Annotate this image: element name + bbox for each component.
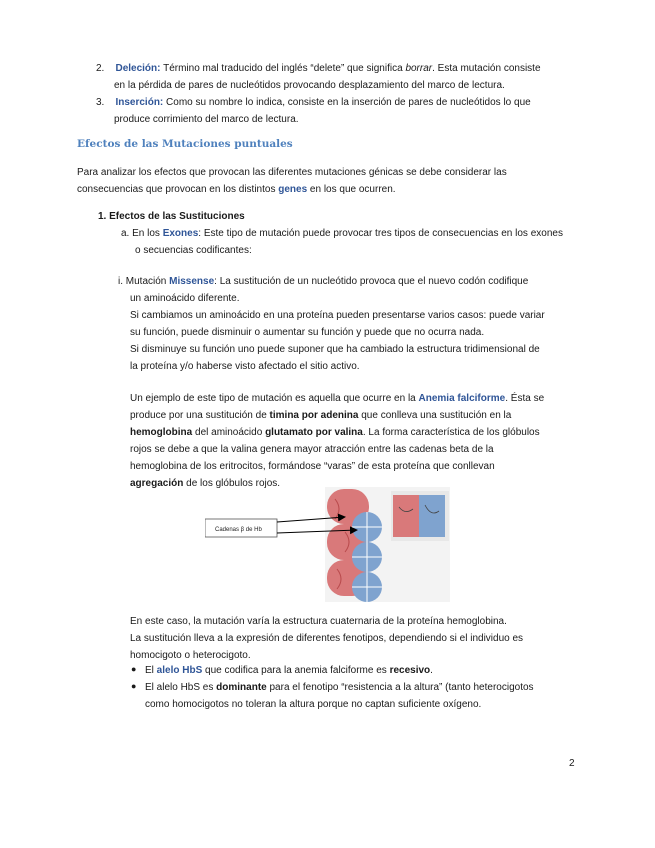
page-number: 2	[569, 758, 575, 769]
missense-line3: Si cambiamos un aminoácido en una proteína pueden presentarse varios casos: puede variar	[130, 310, 545, 321]
bold-dominante: dominante	[216, 682, 267, 693]
anemia-text: produce por una sustitución de	[130, 410, 270, 421]
intro-line2	[77, 181, 396, 198]
deletion-text-end: . Esta mutación consiste	[432, 63, 541, 74]
deletion-text: Término mal traducido del inglés “delete” que significa	[160, 63, 406, 74]
missense-line5: Si disminuye su función uno puede suponer que ha cambiado la estructura tridimensional de	[130, 344, 540, 355]
bullet-text-mid: que codifica para la anemia falciforme es	[202, 665, 390, 676]
bullet-text-end: para el fenotipo “resistencia a la altura” (tanto heterocigotos	[266, 682, 534, 693]
list-number: 3.	[96, 97, 105, 108]
label-text: Cadenas β de Hb	[215, 527, 262, 533]
missense-prefix: i. Mutación	[118, 276, 170, 287]
inset-red	[393, 495, 419, 537]
after-line2: La sustitución lleva a la expresión de diferentes fenotipos, dependiendo si el individuo es	[130, 633, 524, 644]
intro-text: consecuencias que provocan en los distintos	[77, 184, 279, 195]
anemia-text-end: de los glóbulos rojos.	[183, 478, 281, 489]
section-heading: Efectos de las Mutaciones puntuales	[77, 138, 293, 150]
anemia-line5: hemoglobina de los eritrocitos, formándose “varas” de esta proteína que conllevan	[130, 461, 495, 472]
subsection-heading: 1. Efectos de las Sustituciones	[98, 211, 245, 222]
inset-blue	[419, 495, 445, 537]
anemia-line3	[130, 424, 540, 441]
term-genes: genes	[278, 184, 308, 195]
anemia-text-end: que conlleva una sustitución en la	[358, 410, 512, 421]
anemia-line1	[130, 390, 544, 407]
deletion-line2: en la pérdida de pares de nucleótidos provocando desplazamiento del marco de lectura.	[114, 80, 505, 91]
after-line1: En este caso, la mutación varía la estructura cuaternaria de la proteína hemoglobina.	[130, 616, 507, 627]
bullet-text: El	[145, 665, 157, 676]
bold-hemoglobina: hemoglobina	[130, 427, 193, 438]
bold-glutamato: glutamato por valina	[265, 427, 363, 438]
exones-text: : Este tipo de mutación puede provocar tres tipos de consecuencias en los exones	[198, 228, 563, 239]
term-exones: Exones	[162, 228, 199, 239]
term-deletion: Deleción:	[115, 63, 161, 74]
anemia-line4: rojos se debe a que la valina genera mayor atracción entre las cadenas beta de la	[130, 444, 494, 455]
bold-timina: timina por adenina	[269, 410, 359, 421]
list-number: 2.	[96, 63, 105, 74]
bullet-item-2-line2: como homocigotos no toleran la altura porque no captan suficiente oxígeno.	[145, 699, 482, 710]
missense-text: : La sustitución de un nucleótido provoca que el nuevo codón codifique	[214, 276, 529, 287]
intro-text-end: en los que ocurren.	[307, 184, 396, 195]
list-item-insertion	[96, 94, 531, 111]
bullet-text-end: .	[430, 665, 433, 676]
insertion-line2: produce corrimiento del marco de lectura.	[114, 114, 299, 125]
blue-chains	[352, 512, 382, 602]
exones-line2: o secuencias codificantes:	[135, 245, 252, 256]
bold-agregacion: agregación	[130, 478, 184, 489]
exones-prefix: a. En los	[121, 228, 163, 239]
bullet-text: El alelo HbS es	[145, 682, 217, 693]
term-alelo-hbs: alelo HbS	[156, 665, 203, 676]
hemoglobin-figure	[205, 487, 450, 612]
anemia-text: del aminoácido	[192, 427, 266, 438]
bullet-item-1	[145, 662, 433, 679]
anemia-text-end: . Ésta se	[505, 393, 545, 404]
bullet-icon: ●	[131, 664, 137, 674]
anemia-line2	[130, 407, 511, 424]
deletion-italic: borrar	[405, 63, 433, 74]
intro-line1: Para analizar los efectos que provocan las diferentes mutaciones génicas se debe considerar las	[77, 167, 507, 178]
bold-recesivo: recesivo	[389, 665, 431, 676]
exones-line1	[121, 225, 563, 242]
missense-line2: un aminoácido diferente.	[130, 293, 240, 304]
tetramer-inset	[391, 491, 449, 541]
missense-line6: la proteína y/o haberse visto afectado el sitio activo.	[130, 361, 360, 372]
missense-line4: su función, puede disminuir o aumentar su función y puede que no ocurra nada.	[130, 327, 485, 338]
list-item-deletion	[96, 60, 541, 77]
anemia-text: Un ejemplo de este tipo de mutación es aquella que ocurre en la	[130, 393, 419, 404]
bullet-item-2	[145, 679, 534, 696]
insertion-text: Como su nombre lo indica, consiste en la inserción de pares de nucleótidos lo que	[163, 97, 531, 108]
after-line3: homocigoto o heterocigoto.	[130, 650, 251, 661]
hemoglobin-diagram	[205, 487, 450, 612]
missense-line1	[118, 273, 528, 290]
term-anemia: Anemia falciforme	[418, 393, 506, 404]
term-missense: Missense	[169, 276, 215, 287]
term-insertion: Inserción:	[115, 97, 164, 108]
bullet-icon: ●	[131, 681, 137, 691]
anemia-text-end: . La forma característica de los glóbulos	[362, 427, 540, 438]
